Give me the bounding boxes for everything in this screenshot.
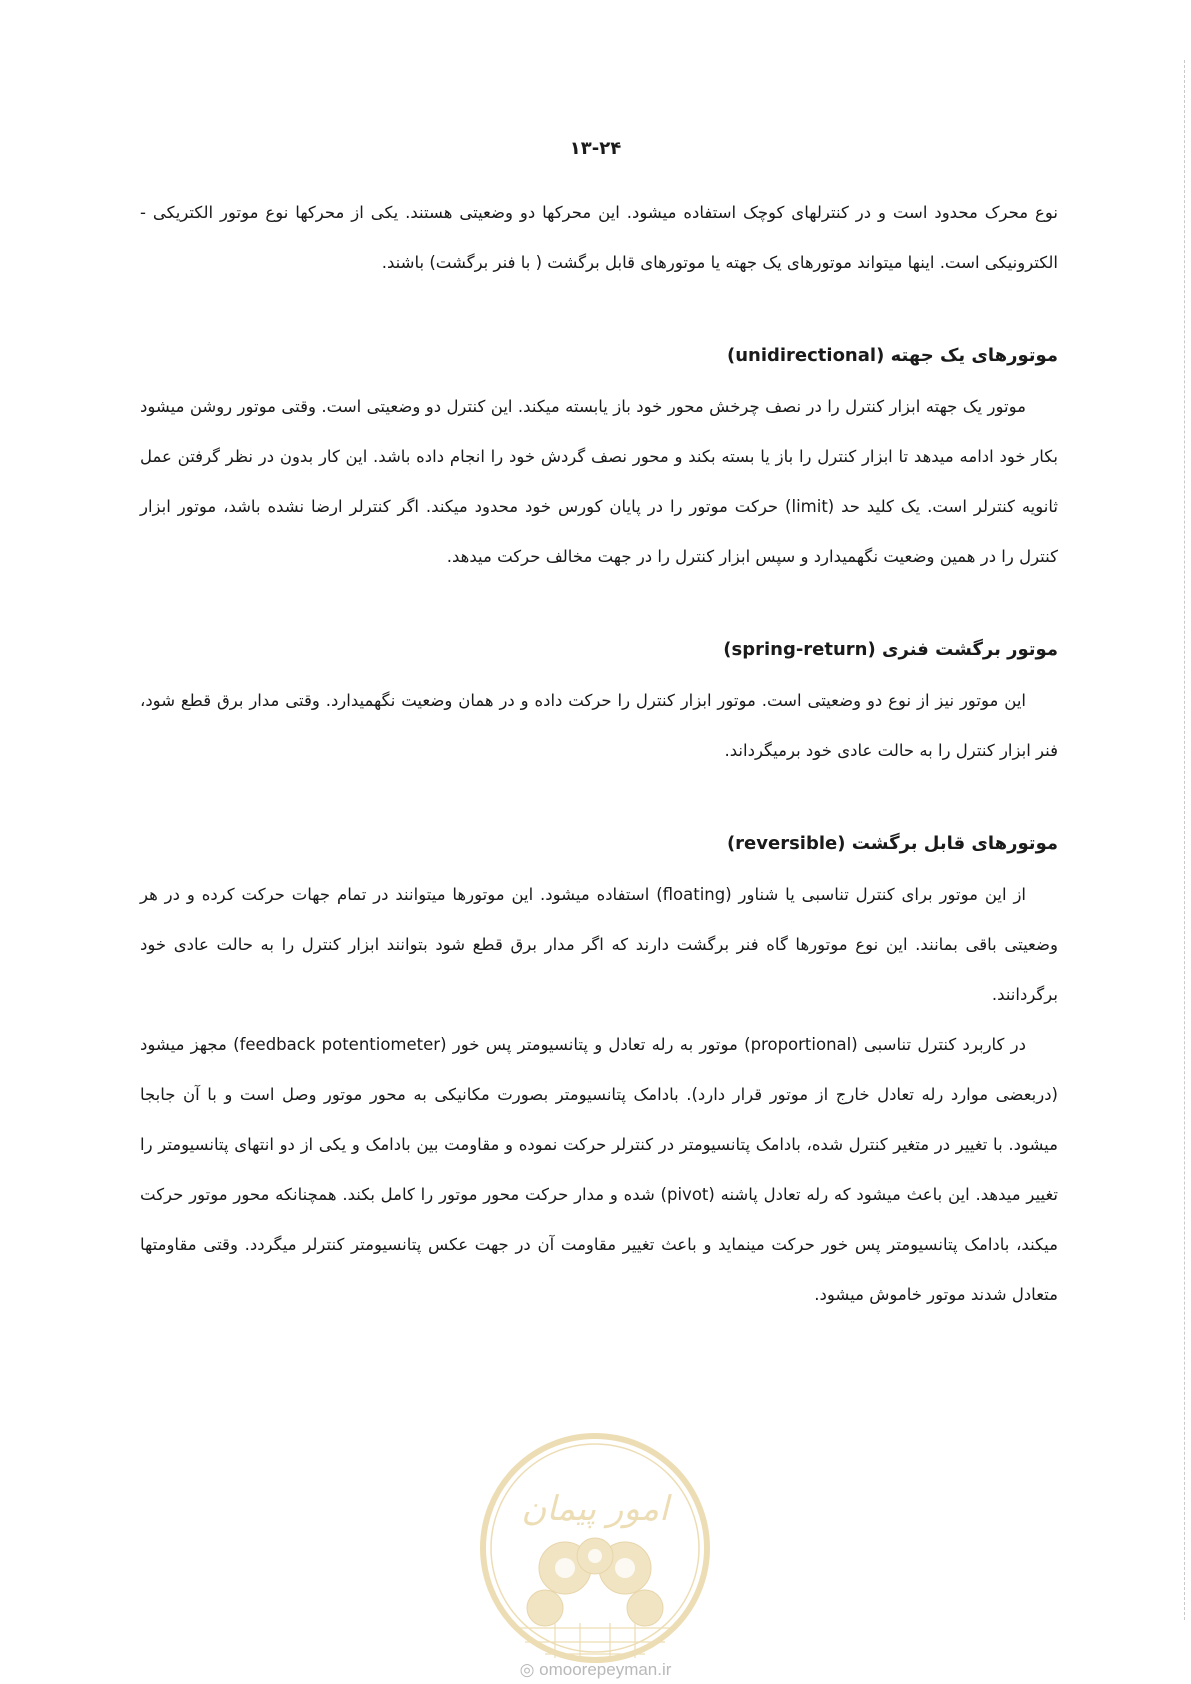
section-unidirectional	[140, 336, 1058, 582]
section-paragraph: در کاربرد کنترل تناسبی (proportional) موتور به رله تعادل و پتانسیومتر پس خور (feedback potentiometer) مجهز میشود (دربعضی موارد رله تعادل خارج از موتور قرار دارد). بادامک پتانسیومتر بصورت مکانیکی به محور موتور وصل است و با آن جابجا میشود. با تغییر در متغیر کنترل شده، بادامک پتانسیومتر در کنترلر حرکت نموده و مقاومت بین بادامک و یکی از دو انتهای پتانسیومتر را تغییر میدهد. این باعث میشود که رله تعادل پاشنه (pivot) شده و مدار حرکت محور موتور را کامل بکند. همچنانکه محور موتور حرکت میکند، بادامک پتانسیومتر پس خور حرکت مینماید و باعث تغییر مقاومت آن در جهت عکس پتانسیومتر کنترلر میگردد. وقتی مقاومتها متعادل شدند موتور خاموش میشود.	[140, 1035, 1059, 1304]
watermark-site-label	[0, 1660, 1191, 1680]
section-paragraph: از این موتور برای کنترل تناسبی یا شناور (floating) استفاده میشود. این موتورها میتوانند در تمام جهات حرکت کرده و در هر وضعیتی باقی بمانند. این نوع موتورها گاه فنر برگشت دارند که اگر مدار برق قطع شود بتوانند ابزار کنترل را به حالت عادی خود برگردانند.	[140, 885, 1058, 1004]
site-icon: ◎	[519, 1660, 535, 1679]
intro-paragraph: نوع محرک محدود است و در کنترلهای کوچک استفاده میشود. این محرکها دو وضعیتی هستند. یکی از محرکها نوع موتور الکتریکی - الکترونیکی است. اینها میتواند موتورهای یک جهته یا موتورهای قابل برگشت ( با فنر برگشت) باشند.	[140, 203, 1058, 272]
section-heading-spring-return: موتور برگشت فنری (spring-return)	[723, 639, 1058, 660]
section-paragraph: این موتور نیز از نوع دو وضعیتی است. موتور ابزار کنترل را حرکت داده و در همان وضعیت نگهمیدارد. وقتی مدار برق قطع شود، فنر ابزار کنترل را به حالت عادی خود برمیگرداند.	[140, 691, 1058, 760]
section-paragraph: موتور یک جهته ابزار کنترل را در نصف چرخش محور خود باز یابسته میکند. این کنترل دو وضعیتی است. وقتی موتور روشن میشود بکار خود ادامه میدهد تا ابزار کنترل را باز یا بسته بکند و محور نصف گردش خود را انجام داده باشد. این کار بدون در نظر گرفتن عمل ثانویه کنترلر است. یک کلید حد (limit) حرکت موتور را در پایان کورس خود محدود میکند. اگر کنترلر ارضا نشده باشد، موتور ابزار کنترل را در همین وضعیت نگهمیدارد و سپس ابزار کنترل را در جهت مخالف حرکت میدهد.	[140, 397, 1058, 566]
site-url: omoorepeyman.ir	[539, 1660, 672, 1679]
svg-text:امور پیمان: امور پیمان	[521, 1489, 669, 1529]
section-heading-reversible: موتورهای قابل برگشت (reversible)	[726, 833, 1058, 854]
watermark-logo-icon	[475, 1428, 715, 1668]
section-spring-return	[140, 630, 1058, 776]
page-number: ۱۳-۲۴	[569, 138, 622, 159]
section-reversible	[140, 824, 1058, 1320]
scan-edge-line	[1183, 60, 1185, 1620]
section-heading-unidirectional: موتورهای یک جهته (unidirectional)	[726, 345, 1058, 366]
document-body	[140, 188, 1058, 1320]
